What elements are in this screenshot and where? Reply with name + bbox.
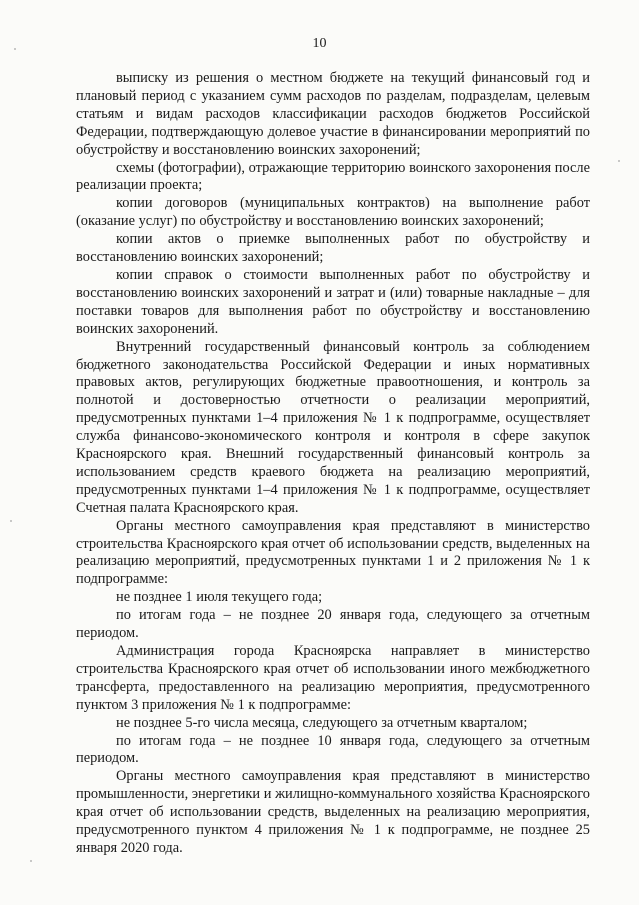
- document-body: [76, 70, 590, 858]
- scan-speck: [30, 860, 32, 862]
- paragraph-cost-certificates: копии справок о стоимости выполненных работ по обустройству и восстановлению воинских захоронений и затрат и (или) товарные накладные – для поставки товаров для выполнения работ по обустройству и восстановлению воинских захоронений.: [76, 266, 590, 337]
- paragraph-financial-control: Внутренний государственный финансовый контроль за соблюдением бюджетного законодательства Российской Федерации и иных нормативных правовых актов, регулирующих бюджетные правоотношения, и контроль за полнотой и достоверностью отчетности о реализации мероприятий, предусмотренных пунктами 1–4 приложения № 1 к подпрограмме, осуществляет служба финансово-экономического контроля и контроля в сфере закупок Красноярского края. Внешний государственный финансовый контроль за использованием средств краевого бюджета на реализацию мероприятий, предусмотренных пунктами 1–4 приложения № 1 к подпрограмме, осуществляет Счетная палата Красноярского края.: [76, 338, 590, 516]
- paragraph-photo-schemes: схемы (фотографии), отражающие территорию воинского захоронения после реализации проекта;: [76, 159, 590, 194]
- paragraph-deadline-quarterly: не позднее 5-го числа месяца, следующего за отчетным кварталом;: [116, 714, 528, 731]
- scan-speck: [618, 160, 620, 162]
- paragraph-deadline-july: не позднее 1 июля текущего года;: [116, 589, 323, 606]
- paragraph-deadline-jan-10: по итогам года – не позднее 10 января года, следующего за отчетным периодом.: [76, 732, 590, 767]
- paragraph-budget-extract: выписку из решения о местном бюджете на текущий финансовый год и плановый период с указанием сумм расходов по разделам, подразделам, целевым статьям и видам расходов классификации расходов бюджетов Российской Федерации, подтверждающую долевое участие в финансировании мероприятий по обустройству и восстановлению воинских захоронений;: [76, 70, 590, 158]
- paragraph-report-industry: Органы местного самоуправления края представляют в министерство промышленности, энергетики и жилищно-коммунального хозяйства Красноярского края отчет об использовании средств, выделенных на реализацию мероприятия, предусмотренного пунктом 4 приложения № 1 к подпрограмме, не позднее 25 января 2020 года.: [76, 768, 590, 856]
- paragraph-acceptance-acts: копии актов о приемке выполненных работ по обустройству и восстановлению воинских захоронений;: [76, 231, 590, 266]
- page-number: 10: [312, 36, 327, 51]
- paragraph-contract-copies: копии договоров (муниципальных контрактов) на выполнение работ (оказание услуг) по обустройству и восстановлению воинских захоронений;: [76, 195, 590, 230]
- scan-speck: [10, 520, 12, 522]
- paragraph-report-construction: Органы местного самоуправления края представляют в министерство строительства Красноярского края отчет об использовании средств, выделенных на реализацию мероприятий, предусмотренных пунктами 1 и 2 приложения № 1 к подпрограмме:: [76, 517, 590, 588]
- paragraph-deadline-jan-20: по итогам года – не позднее 20 января года, следующего за отчетным периодом.: [76, 607, 590, 642]
- paragraph-krasnoyarsk-admin: Администрация города Красноярска направляет в министерство строительства Красноярского края отчет об использовании иного межбюджетного трансферта, предоставленного на реализацию мероприятия, предусмотренного пунктом 3 приложения № 1 к подпрограмме:: [76, 643, 590, 713]
- scan-speck: [14, 48, 16, 50]
